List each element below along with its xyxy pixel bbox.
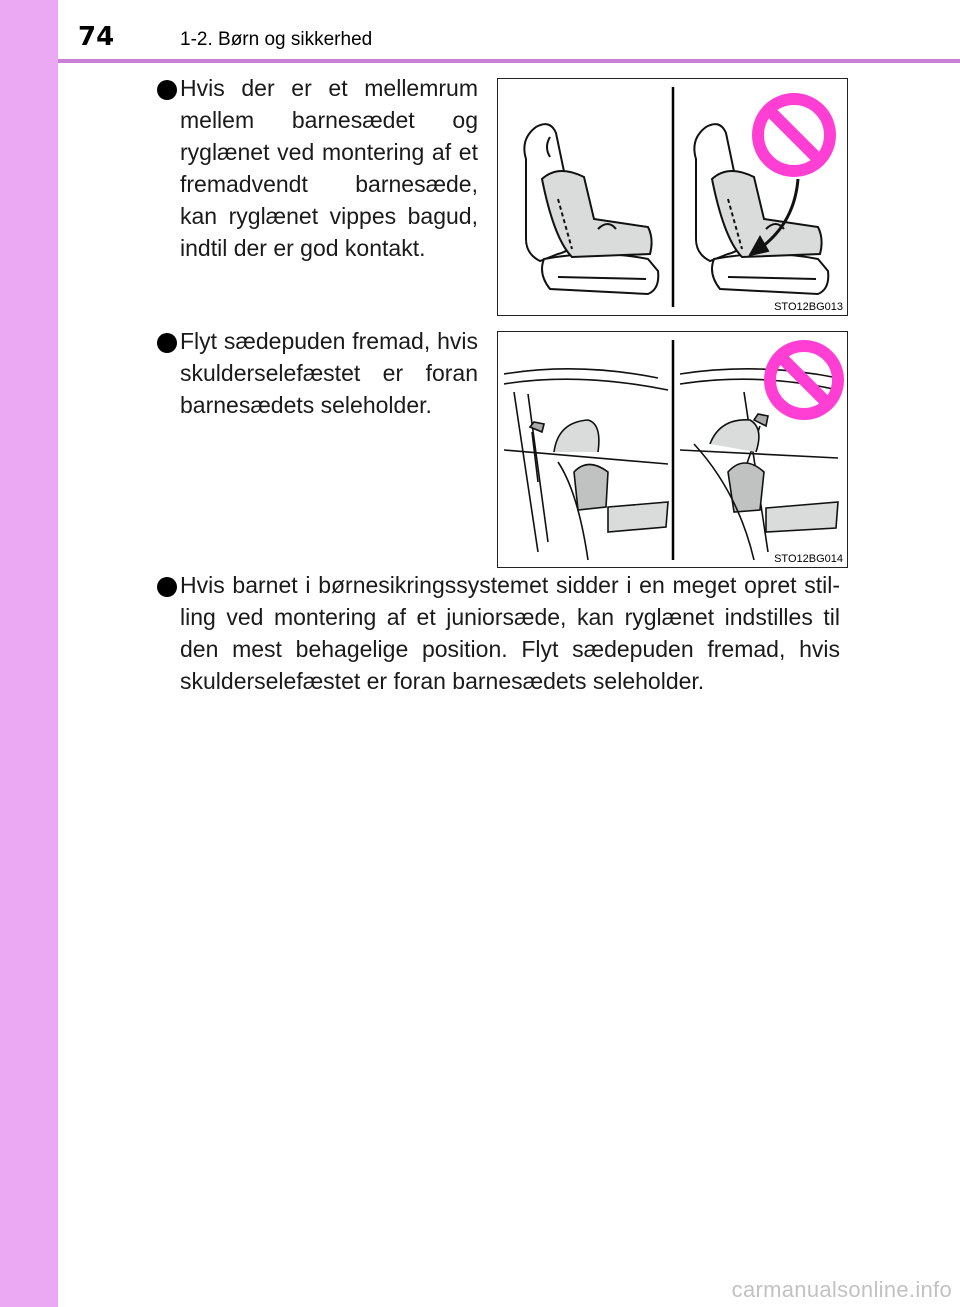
figure-code: STO12BG013 — [774, 301, 843, 313]
section-title: 1-2. Børn og sikkerhed — [180, 29, 373, 50]
figure-code: STO12BG014 — [774, 553, 843, 565]
prohibition-icon — [758, 99, 830, 171]
bullet-icon — [157, 333, 177, 353]
bullet-icon — [157, 80, 177, 100]
paragraph-2: Flyt sædepuden fremad, hvis skulderselefæstet er foran barnesædets seleholder. — [180, 328, 478, 418]
page-number: 74 — [78, 22, 115, 52]
booster-correct-icon — [504, 369, 668, 560]
prohibition-icon — [770, 346, 838, 414]
figure-2 — [497, 331, 848, 568]
figure-1 — [497, 78, 848, 316]
seat-correct-icon — [524, 124, 658, 294]
paragraph-3: Hvis barnet i børnesikringssystemet sidder i en meget opret stil- ling ved montering af et juniorsæde, kan ryglænet indstilles til den mest behagelige position. Flyt sædepuden fremad, hvis skulderselefæstet er foran barnesædets seleholder. — [180, 572, 840, 694]
bullet-icon — [157, 577, 177, 597]
paragraph-1: Hvis der er et mellemrum mellem barnesædet og ryglænet ved montering af et fremadvendt barnesæde, kan ryglænet vippes bagud, indtil der er god kontakt. — [180, 75, 478, 261]
seat-gap-illustration — [498, 79, 846, 314]
watermark: carmanualsonline.info — [731, 1277, 952, 1302]
booster-seat-illustration — [498, 332, 846, 566]
page-sidebar-tab — [0, 0, 58, 1307]
header-rule — [58, 59, 960, 63]
